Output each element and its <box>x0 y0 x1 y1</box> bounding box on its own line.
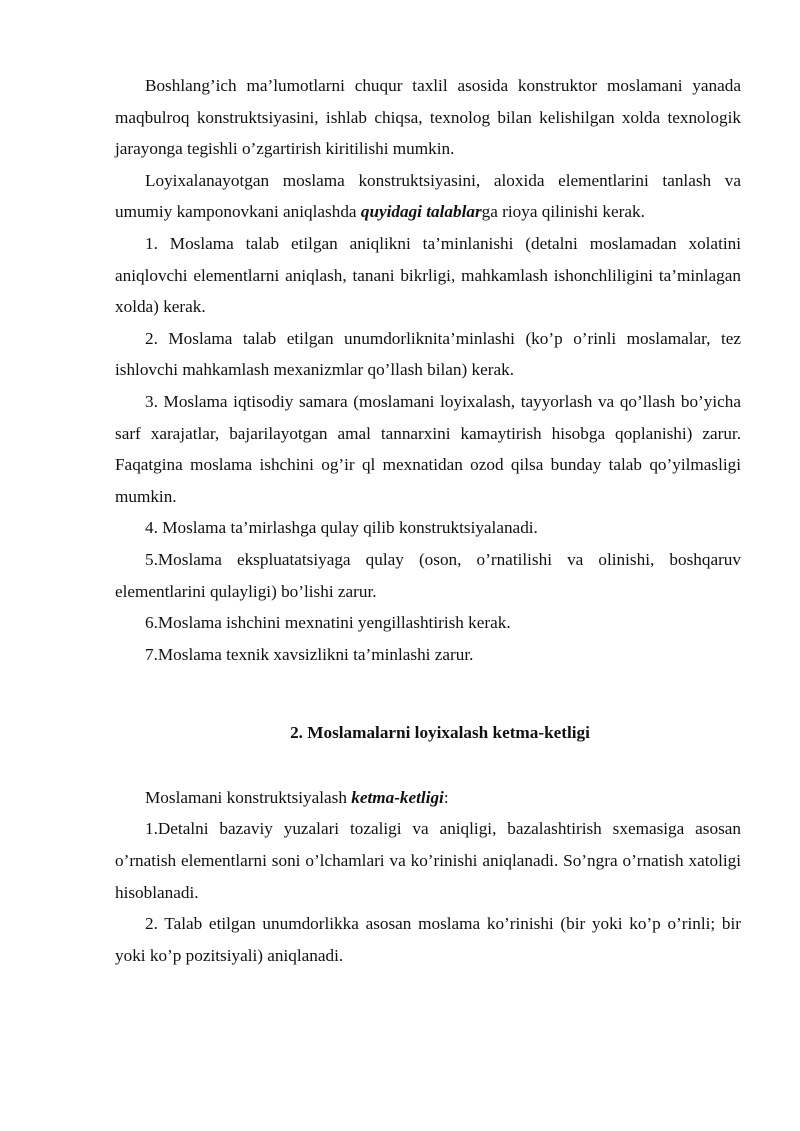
requirement-item-6: 6.Moslama ishchini mexnatini yengillashtirish kerak. <box>145 613 511 633</box>
sequence-intro-text: Moslamani konstruktsiyalash <box>145 787 352 807</box>
sequence-item-2: 2. Talab etilgan unumdorlikka asosan moslama ko’rinishi (bir yoki ko’p o’rinli; bir yoki ko’p pozitsiyali) aniqlanadi. <box>115 914 741 965</box>
section-heading: 2. Moslamalarni loyixalash ketma-ketligi <box>290 723 590 743</box>
requirements-intro-text: Loyixalanayotgan moslama konstruktsiyasini, aloxida elementlarini tanlash va umumiy kamponovkani aniqlashda <box>115 170 741 222</box>
sequence-intro <box>115 782 741 814</box>
paragraph-requirements-intro <box>115 165 741 228</box>
requirement-item-4: 4. Moslama ta’mirlashga qulay qilib konstruktsiyalanadi. <box>145 518 538 538</box>
requirement-item-2: 2. Moslama talab etilgan unumdorliknita’minlashi (ko’p o’rinli moslamalar, tez ishlovchi mahkamlash mexanizmlar qo’llash bilan) kerak. <box>115 328 741 380</box>
requirement-item-7: 7.Moslama texnik xavsizlikni ta’minlashi zarur. <box>145 644 474 664</box>
requirement-item-3: 3. Moslama iqtisodiy samara (moslamani loyixalash, tayyorlash va qo’llash bo’yicha sarf xarajatlar, bajarilayotgan amal tannarxini kamaytirish hisobga qoplanishi) zarur. Faqatgina moslama ishchini og’ir ql mexnatidan ozod qilsa bunday talab qo’yilmasligi mumkin. <box>115 391 741 506</box>
sequence-intro-tail: : <box>443 787 449 807</box>
paragraph-intro: Boshlang’ich ma’lumotlarni chuqur taxlil asosida konstruktor moslamani yanada maqbulroq konstruktsiyasini, ishlab chiqsa, texnolog bilan kelishilgan xolda texnologik jarayonga tegishli o’zgartirish kiritilishi mumkin. <box>115 76 741 159</box>
requirement-item-1: 1. Moslama talab etilgan aniqlikni ta’minlanishi (detalni moslamadan xolatini aniqlovchi elementlarni aniqlash, tanani bikrligi, mahkamlash ishonchliligini ta’minlagan xolda) kerak. <box>115 233 741 317</box>
sequence-emphasis: ketma-ketligi <box>351 787 444 807</box>
sequence-item-1: 1.Detalni bazaviy yuzalari tozaligi va aniqligi, bazalashtirish sxemasiga asosan o’rnatish elementlarni soni o’lchamlari va ko’rinishi aniqlanadi. So’ngra o’rnatish xatoligi hisoblanadi. <box>115 819 741 902</box>
document-page <box>115 70 741 971</box>
requirement-item-5: 5.Moslama ekspluatatsiyaga qulay (oson, o’rnatilishi va olinishi, boshqaruv elementlarini qulayligi) bo’lishi zarur. <box>115 549 741 601</box>
requirements-emphasis: quyidagi talablar <box>360 202 482 222</box>
requirements-intro-tail: ga rioya qilinishi kerak. <box>481 202 645 222</box>
